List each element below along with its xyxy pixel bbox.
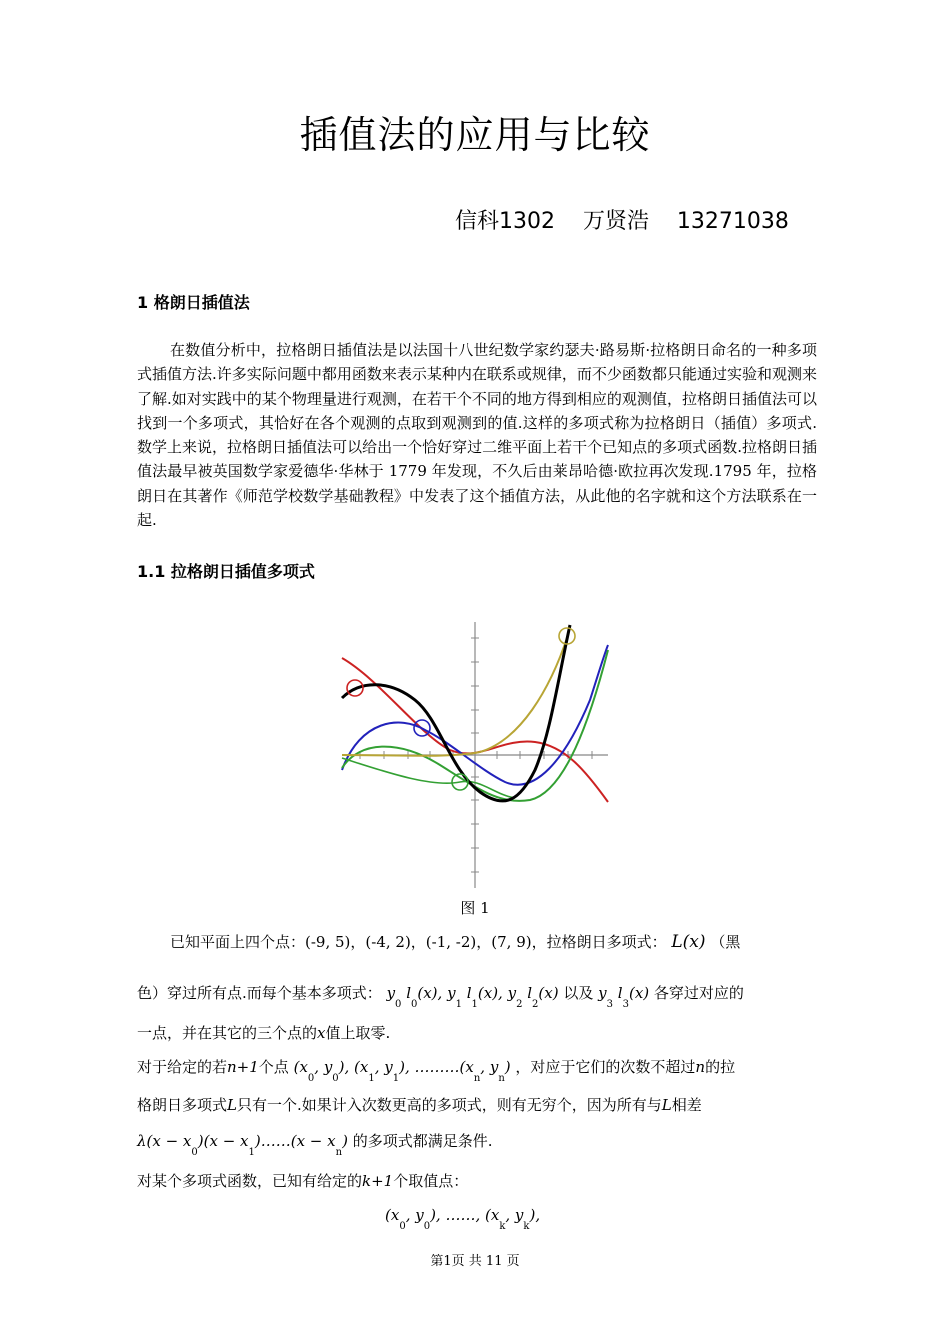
page-footer: 第1页 共 11 页 <box>430 1254 520 1269</box>
math-k-point-list: ($x_0$, $y_0$), ……, ($x_k$, $y_k$), <box>385 1206 541 1232</box>
figure-caption: 图 1 <box>460 899 490 917</box>
yellow-basis-curve <box>342 635 568 756</box>
math-point-list: ($x_0$, $y_0$), ($x_1$, $y_1$), $\dots\dots\dots(x_n$, $y_n$) <box>293 1058 511 1084</box>
math-y3l3: $y_3$ $l_3(x)$ <box>598 984 650 1010</box>
text-line-basis: 色）穿过所有点.而每个基本多项式： $y_0$ $l_0(x)$, $y_1$ $l_1(x)$, $y_2$ $l_2(x)$ 以及 $y_3$ $l_3(x)$ 各穿过对应的 <box>137 984 744 1010</box>
text-line-points: 已知平面上四个点：(-9, 5)，(-4, 2)，(-1, -2)，(7, 9)，拉格朗日多项式： L(x) （黑 <box>170 932 741 952</box>
math-lambda-product: $\lambda(x - x_0)(x$ − $x_1)\dots\dots(x - x_n)$ <box>137 1132 348 1158</box>
intro-paragraph: 在数值分析中，拉格朗日插值法是以法国十八世纪数学家约瑟夫·路易斯·拉格朗日命名的一种多项式插值方法.许多实际问题中都用函数来表示某种内在联系或规律，而不少函数都只能通过实验和观测来了解.如对实践中的某个物理量进行观测，在若干个不同的地方得到相应的观测值，拉格朗日插值法可以找到一个多项式，其恰好在各个观测的点取到观测到的值.这样的多项式称为拉格朗日（插值）多项式.数学上来说，拉格朗日插值法可以给出一个恰好穿过二维平面上若干个已知点的多项式函数.拉格朗日插值法最早被英国数学家爱德华·华林于 1779 年发现，不久后由莱昂哈德·欧拉再次发现.1795 年，拉格朗日在其著作《师范学校数学基础教程》中发表了这个插值方法，从此他的名字就和这个方法联系在一起. <box>137 341 817 530</box>
author-line: 信科1302 万贤浩 13271038 <box>455 209 789 234</box>
section-heading-1: 1 格朗日插值法 <box>137 293 250 312</box>
text-line-zero: 一点，并在其它的三个点的x值上取零. <box>137 1024 391 1042</box>
page-title: 插值法的应用与比较 <box>299 113 651 157</box>
text-line-k-points: 对某个多项式函数，已知有给定的k+1个取值点： <box>137 1172 469 1190</box>
green-basis-curve-2 <box>342 758 515 798</box>
section-heading-1-1: 1.1 拉格朗日插值多项式 <box>137 562 315 581</box>
math-L-of-x: L(x) <box>671 932 706 952</box>
math-basis-list: $y_0$ $l_0(x)$, $y_1$ $l_1(x)$, $y_2$ $l_2(x)$ <box>386 984 559 1010</box>
lagrange-figure <box>340 620 610 890</box>
text-line-unique: 格朗日多项式L只有一个.如果计入次数更高的多项式，则有无穷个，因为所有与L相差 <box>137 1096 702 1114</box>
text-line-given: 对于给定的若n+1个点 ($x_0$, $y_0$), ($x_1$, $y_1$), $\dots\dots\dots(x_n$, $y_n$) ，对应于它们的次数不超过n的拉 <box>137 1058 736 1084</box>
text-line-lambda: $\lambda(x - x_0)(x$ − $x_1)\dots\dots(x - x_n)$ 的多项式都满足条件. <box>137 1132 493 1158</box>
